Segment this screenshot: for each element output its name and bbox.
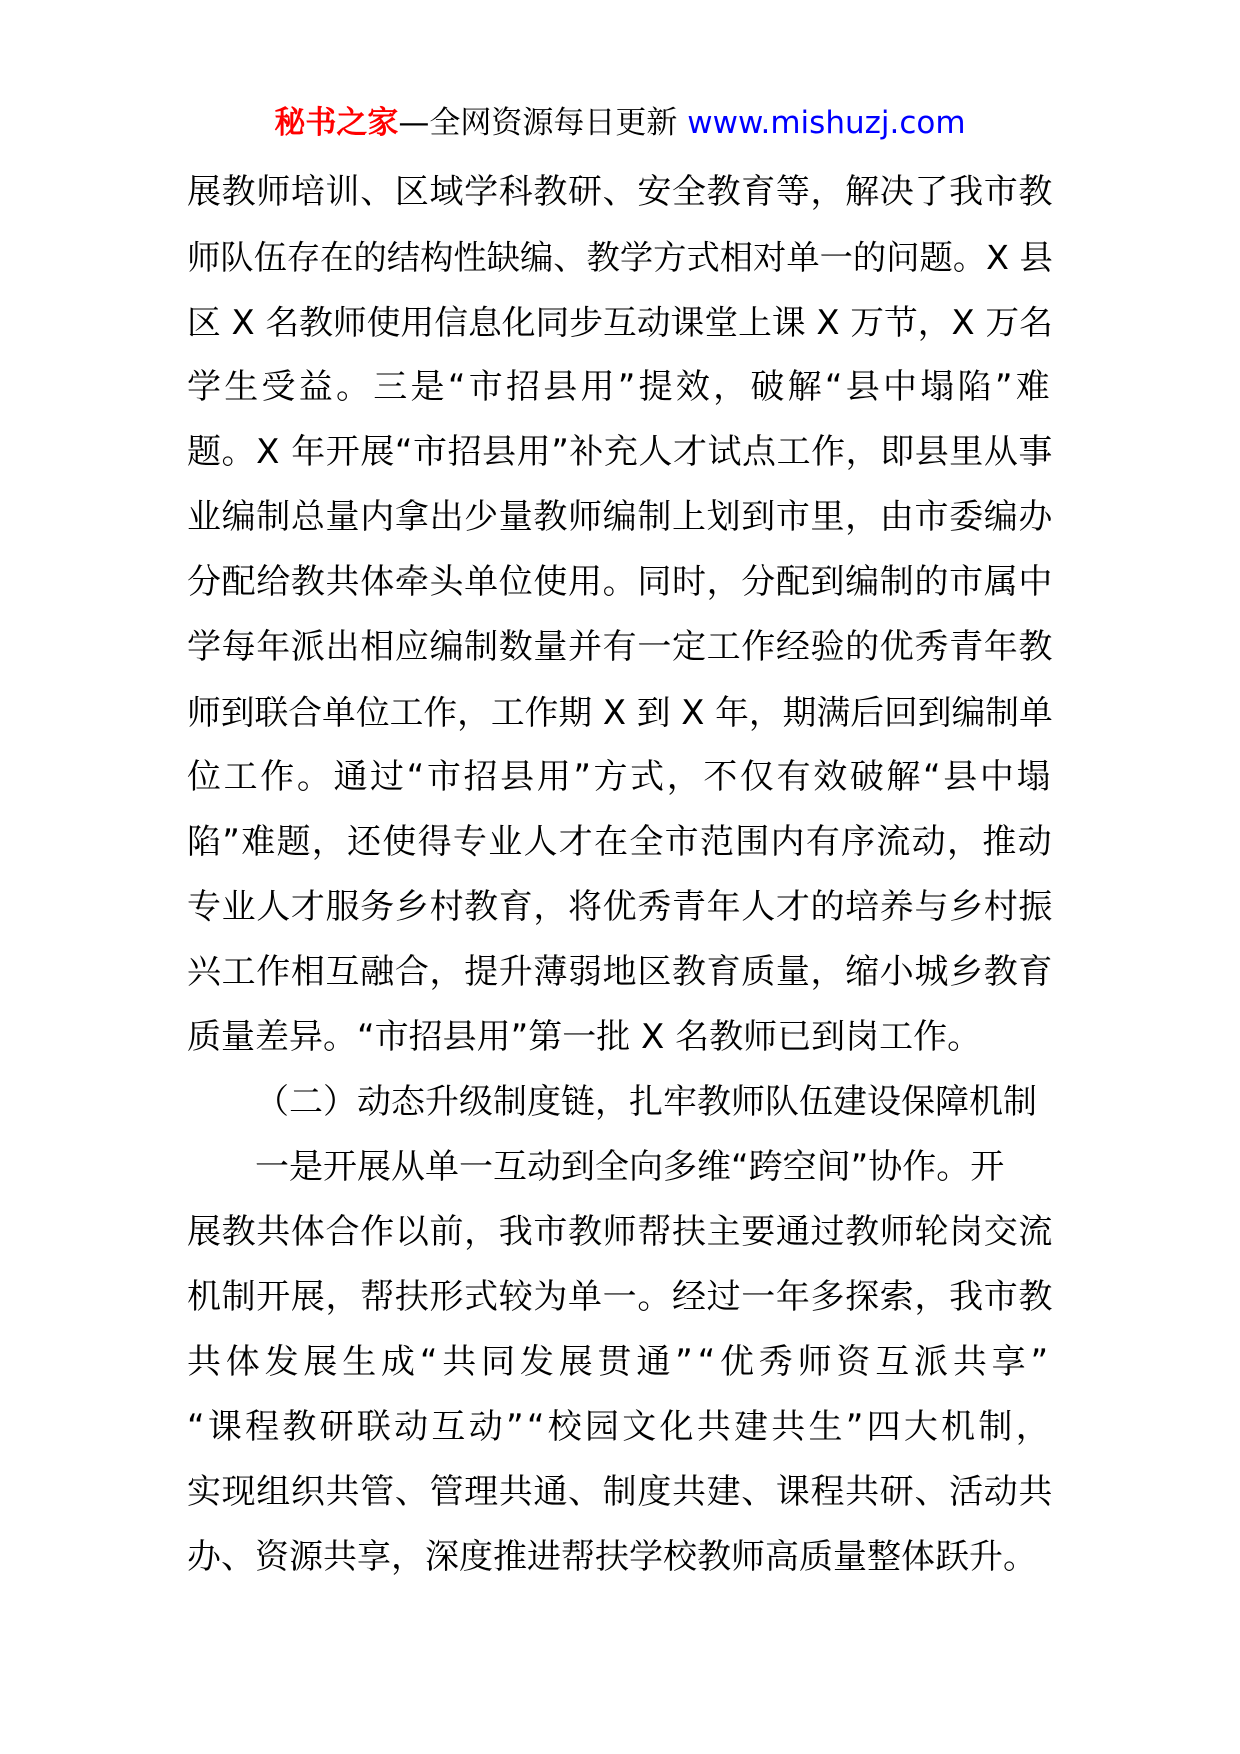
text-line: 业编制总量内拿出少量教师编制上划到市里，由市委编办 bbox=[187, 497, 1053, 537]
body-text bbox=[187, 160, 1053, 1590]
text-line: 实现组织共管、管理共通、制度共建、课程共研、活动共 bbox=[187, 1472, 1053, 1512]
page-header bbox=[0, 100, 1240, 146]
header-brand: 秘书之家 bbox=[274, 105, 399, 141]
text-line: 共体发展生成“共同发展贯通”“优秀师资互派共享” bbox=[187, 1342, 1053, 1382]
header-slogan: —全网资源每日更新 bbox=[398, 105, 678, 141]
text-line: 办、资源共享，深度推进帮扶学校教师高质量整体跃升。 bbox=[187, 1537, 1037, 1577]
text-line: 师队伍存在的结构性缺编、教学方式相对单一的问题。X 县 bbox=[187, 238, 1053, 277]
header-url-link[interactable]: www.mishuzj.com bbox=[687, 105, 966, 141]
text-line: 质量差异。“市招县用”第一批 X 名教师已到岗工作。 bbox=[187, 1017, 982, 1057]
text-line: 学每年派出相应编制数量并有一定工作经验的优秀青年教 bbox=[187, 627, 1053, 667]
text-line: 师到联合单位工作，工作期 X 到 X 年，期满后回到编制单 bbox=[187, 693, 1053, 732]
text-line: 兴工作相互融合，提升薄弱地区教育质量，缩小城乡教育 bbox=[187, 952, 1053, 992]
text-line: “课程教研联动互动”“校园文化共建共生”四大机制， bbox=[187, 1407, 1053, 1447]
text-line: 展教共体合作以前，我市教师帮扶主要通过教师轮岗交流 bbox=[187, 1212, 1053, 1252]
text-line: 题。X 年开展“市招县用”补充人才试点工作，即县里从事 bbox=[187, 432, 1053, 472]
text-line: 专业人才服务乡村教育，将优秀青年人才的培养与乡村振 bbox=[187, 887, 1053, 927]
text-line: 区 X 名教师使用信息化同步互动课堂上课 X 万节，X 万名 bbox=[187, 303, 1053, 342]
text-line: 一是开展从单一互动到全向多维“跨空间”协作。开 bbox=[255, 1147, 1005, 1187]
text-line: 机制开展，帮扶形式较为单一。经过一年多探索，我市教 bbox=[187, 1277, 1053, 1317]
section-heading: （二）动态升级制度链，扎牢教师队伍建设保障机制 bbox=[255, 1082, 1037, 1122]
text-line: 展教师培训、区域学科教研、安全教育等，解决了我市教 bbox=[187, 172, 1053, 212]
text-line: 学生受益。三是“市招县用”提效，破解“县中塌陷”难 bbox=[187, 367, 1053, 407]
text-line: 陷”难题，还使得专业人才在全市范围内有序流动，推动 bbox=[187, 822, 1053, 862]
text-line: 分配给教共体牵头单位使用。同时，分配到编制的市属中 bbox=[187, 562, 1053, 602]
text-line: 位工作。通过“市招县用”方式，不仅有效破解“县中塌 bbox=[187, 757, 1054, 797]
